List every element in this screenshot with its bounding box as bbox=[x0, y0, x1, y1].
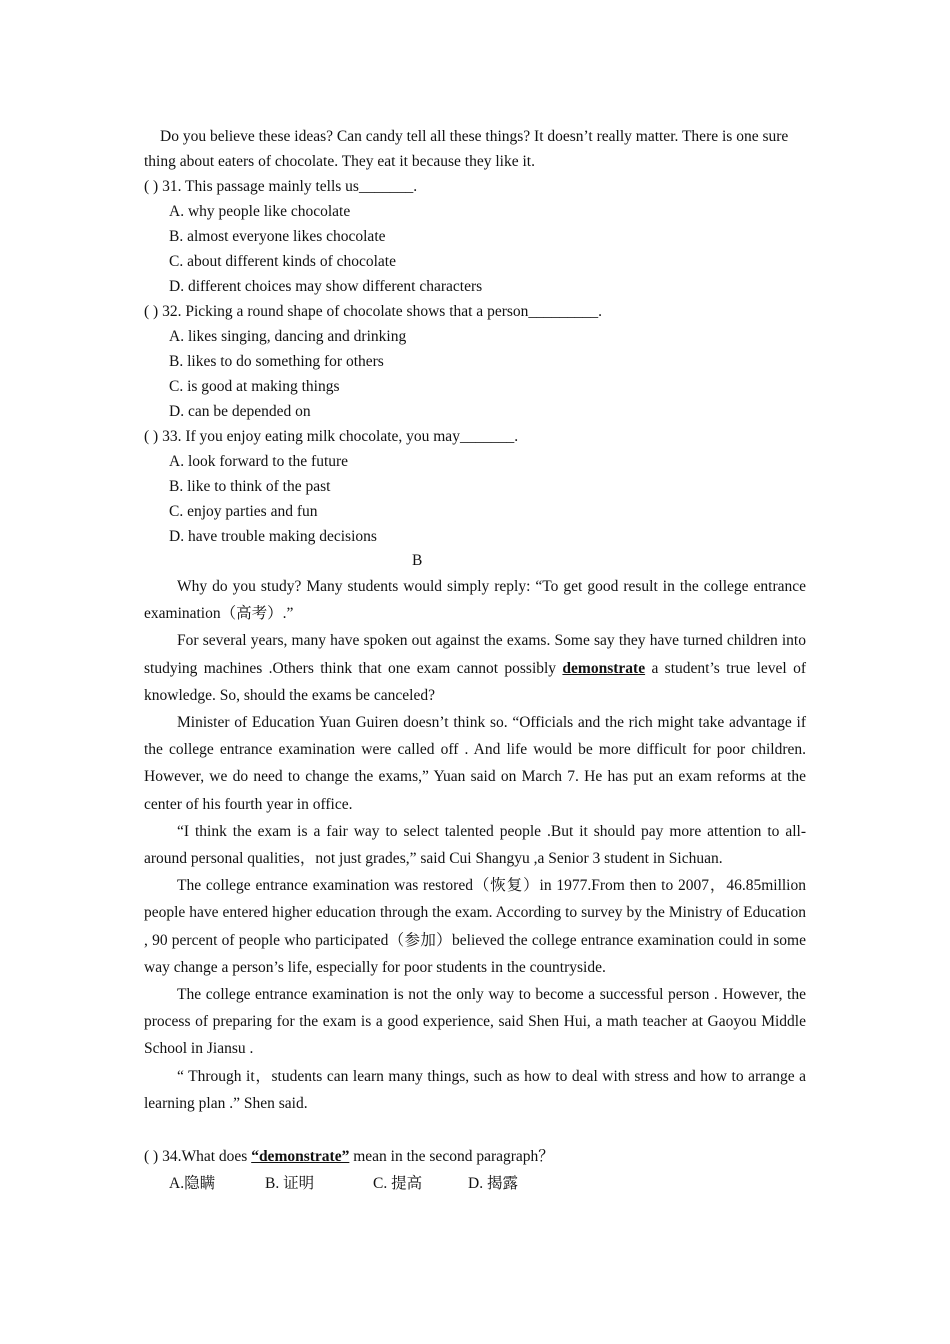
question-34-suffix: mean in the second paragraph？ bbox=[349, 1148, 554, 1165]
section-b-passage bbox=[144, 573, 806, 1117]
passage-paragraph-6: The college entrance examination is not the only way to become a successful person . However, the process of preparing for the exam is a good experience, said Shen Hui, a math teacher at Gaoyou Middle School in Jiansu . bbox=[144, 986, 806, 1058]
passage-paragraph-1: Why do you study? Many students would simply reply: “To get good result in the college entrance examination（高考）.” bbox=[144, 578, 806, 623]
question-31-stem: ( ) 31. This passage mainly tells us_______. bbox=[144, 178, 418, 195]
passage-paragraph-3: Minister of Education Yuan Guiren doesn’t think so. “Officials and the rich might take advantage if the college entrance examination were called off . And life would be more difficult for poor children. However, we do need to change the exams,” Yuan said on March 7. He has put an exam reforms at the center of his fourth year in office. bbox=[144, 714, 806, 813]
question-32-option-c: C. is good at making things bbox=[169, 378, 340, 395]
question-34-option-a: A.隐瞒 bbox=[169, 1175, 216, 1192]
passage-paragraph-5: The college entrance examination was restored（恢复）in 1977.From then to 2007，46.85million people have entered higher education through the exam. According to survey by the Ministry of Education , 90 percent of people who participated（参加）believed the college entrance examination could in some way change a person’s life, especially for poor students in the countryside. bbox=[144, 877, 806, 976]
question-34-option-c: C. 提高 bbox=[373, 1175, 423, 1192]
passage-paragraph-2 bbox=[144, 627, 806, 709]
intro-paragraph: Do you believe these ideas? Can candy tell all these things? It doesn’t really matter. There is one sure thing about eaters of chocolate. They eat it because they like it. bbox=[144, 128, 789, 170]
question-32-option-b: B. likes to do something for others bbox=[169, 353, 384, 370]
passage-paragraph-2-after: a student’s true level of knowledge. So, should the exams be canceled? bbox=[144, 659, 807, 704]
question-31-option-d: D. different choices may show different characters bbox=[169, 278, 483, 295]
passage-paragraph-4: “I think the exam is a fair way to select talented people .But it should pay more attention to all- around personal qualities，not just grades,” said Cui Shangyu ,a Senior 3 student in Sichuan. bbox=[144, 822, 806, 868]
question-33-option-d: D. have trouble making decisions bbox=[169, 528, 377, 545]
question-34-stem bbox=[144, 1144, 554, 1169]
question-34-option-d: D. 揭露 bbox=[468, 1175, 518, 1192]
question-31-option-a: A. why people like chocolate bbox=[169, 203, 351, 220]
question-32-option-d: D. can be depended on bbox=[169, 403, 311, 420]
question-33-option-a: A. look forward to the future bbox=[169, 453, 349, 470]
question-31-option-c: C. about different kinds of chocolate bbox=[169, 253, 396, 270]
question-34-options bbox=[169, 1171, 518, 1196]
question-32-stem: ( ) 32. Picking a round shape of chocolate shows that a person_________. bbox=[144, 303, 603, 320]
question-33-option-b: B. like to think of the past bbox=[169, 478, 331, 495]
question-33-stem: ( ) 33. If you enjoy eating milk chocolate, you may_______. bbox=[144, 428, 519, 445]
section-b-label: B bbox=[412, 552, 423, 569]
question-33-option-c: C. enjoy parties and fun bbox=[169, 503, 318, 520]
question-34-option-b: B. 证明 bbox=[265, 1175, 315, 1192]
question-31-option-b: B. almost everyone likes chocolate bbox=[169, 228, 386, 245]
keyword-demonstrate: demonstrate bbox=[562, 659, 646, 677]
passage-paragraph-2-before: For several years, many have spoken out against the exams. Some say they have turned children into studying machines .Others think that one exam cannot possibly bbox=[144, 632, 806, 677]
question-34-keyword: “demonstrate” bbox=[251, 1148, 350, 1165]
question-32-option-a: A. likes singing, dancing and drinking bbox=[169, 328, 407, 345]
passage-paragraph-7: “ Through it，students can learn many things, such as how to deal with stress and how to arrange a learning plan .” Shen said. bbox=[144, 1067, 806, 1112]
question-34-prefix: ( ) 34.What does bbox=[144, 1148, 252, 1165]
